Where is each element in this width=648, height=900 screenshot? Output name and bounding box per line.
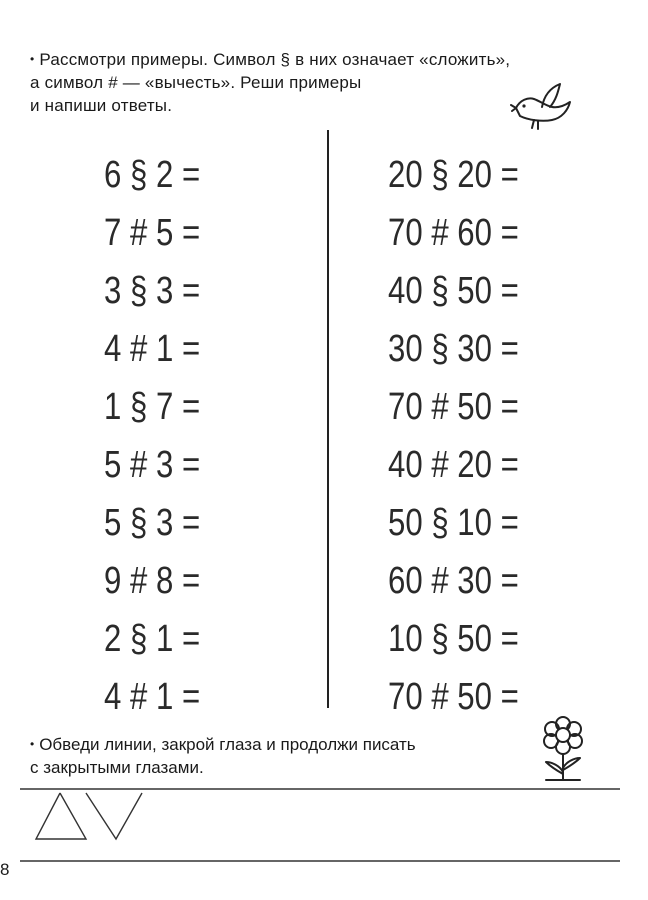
tracing-lines <box>20 785 625 865</box>
right-example: 40 § 50 = <box>388 270 519 312</box>
column-divider <box>327 130 329 708</box>
bird-icon <box>510 80 576 136</box>
right-example: 20 § 20 = <box>388 154 519 196</box>
instruction-2-line-2: с закрытыми глазами. <box>30 758 204 777</box>
bullet: • <box>30 737 35 751</box>
instruction-2-line-1 <box>30 733 550 756</box>
instruction-2 <box>30 733 550 779</box>
instruction-1-line-2: а символ # — «вычесть». Реши примеры <box>30 73 362 92</box>
left-example: 4 # 1 = <box>104 328 201 370</box>
left-example: 7 # 5 = <box>104 212 201 254</box>
right-example: 50 § 10 = <box>388 502 519 544</box>
right-example: 10 § 50 = <box>388 618 519 660</box>
left-example: 2 § 1 = <box>104 618 201 660</box>
right-example: 70 # 60 = <box>388 212 519 254</box>
left-example: 6 § 2 = <box>104 154 201 196</box>
instruction-2-text-1: Обведи линии, закрой глаза и продолжи писать <box>39 735 416 754</box>
flower-icon <box>538 712 588 784</box>
instruction-1-text-1: Рассмотри примеры. Символ § в них означает «сложить», <box>39 50 511 69</box>
left-examples-list <box>104 146 234 726</box>
bullet: • <box>30 52 35 66</box>
left-example: 1 § 7 = <box>104 386 201 428</box>
right-example: 30 § 30 = <box>388 328 519 370</box>
right-examples-list <box>388 146 558 726</box>
left-example: 3 § 3 = <box>104 270 201 312</box>
page-number: 8 <box>0 860 10 879</box>
left-example: 9 # 8 = <box>104 560 201 602</box>
instruction-1-line-3: и напиши ответы. <box>30 96 173 115</box>
right-example: 70 # 50 = <box>388 386 519 428</box>
left-example: 5 # 3 = <box>104 444 201 486</box>
left-example: 4 # 1 = <box>104 676 201 718</box>
right-example: 70 # 50 = <box>388 676 519 718</box>
left-example: 5 § 3 = <box>104 502 201 544</box>
right-example: 40 # 20 = <box>388 444 519 486</box>
right-example: 60 # 30 = <box>388 560 519 602</box>
instruction-1-line-1 <box>30 48 630 71</box>
